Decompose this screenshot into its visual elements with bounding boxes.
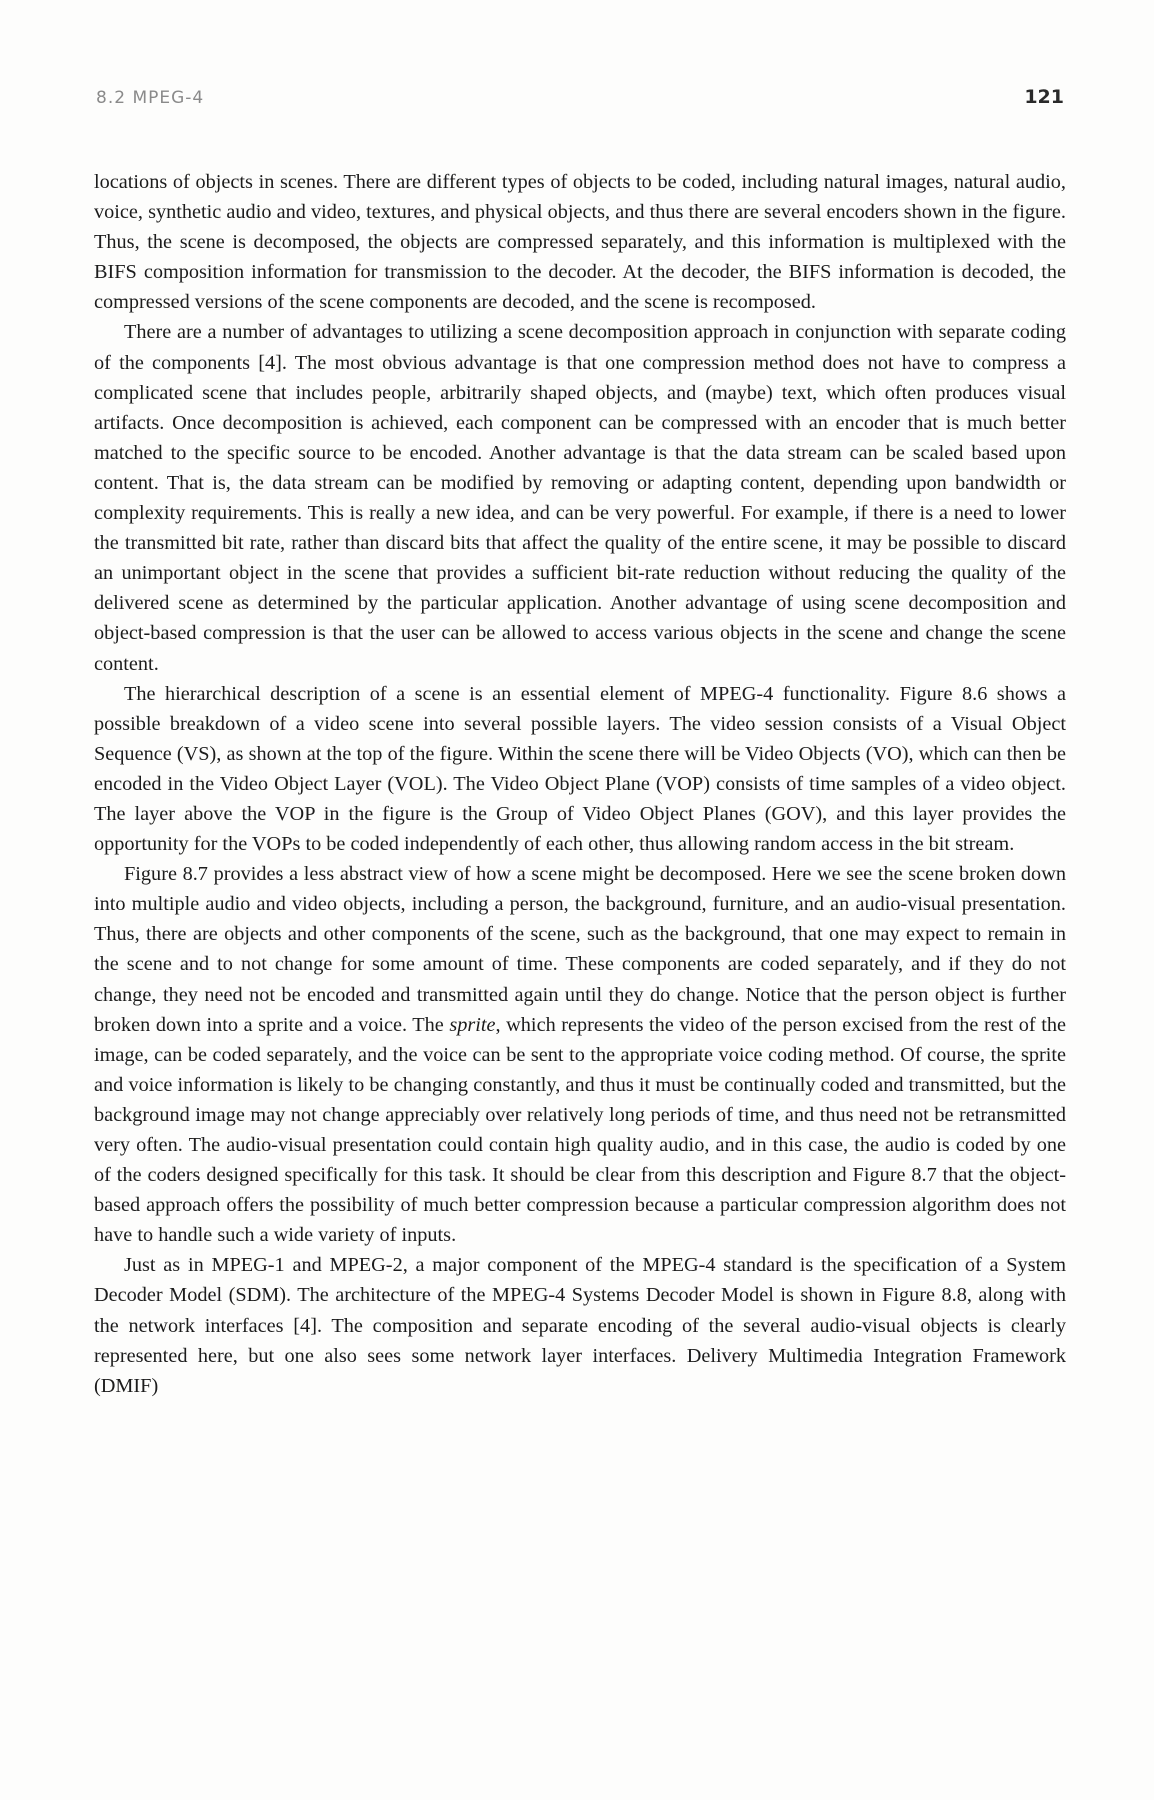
running-head	[96, 88, 1064, 118]
section-label: 8.2 MPEG-4	[96, 88, 205, 108]
paragraph-advantages: There are a number of advantages to utilizing a scene decomposition approach in conjunction with separate coding of the components [4]. The most obvious advantage is that one compression method does not have to compress a complicated scene that includes people, arbitrarily shaped objects, and (maybe) text, which often produces visual artifacts. Once decomposition is achieved, each component can be compressed with an encoder that is much better matched to the specific source to be encoded. Another advantage is that the data stream can be scaled based upon content. That is, the data stream can be modified by removing or adapting content, depending upon bandwidth or complexity requirements. This is really a new idea, and can be very powerful. For example, if there is a need to lower the transmitted bit rate, rather than discard bits that affect the quality of the entire scene, it may be possible to discard an unimportant object in the scene that provides a sufficient bit-rate reduction without reducing the quality of the delivered scene as determined by the particular application. Another advantage of using scene decomposition and object-based compression is that the user can be allowed to access various objects in the scene and change the scene content.	[94, 321, 1066, 675]
paragraph-text-before: Figure 8.7 provides a less abstract view of how a scene might be decomposed. Here we see the scene broken down into multiple audio and video objects, including a person, the background, furniture, and an audio-visual presentation. Thus, there are objects and other components of the scene, such as the background, that one may expect to remain in the scene and to not change for some amount of time. These components are coded separately, and if they do not change, they need not be encoded and transmitted again until they do change. Notice that the person object is further broken down into a sprite and a voice. The	[94, 863, 1066, 1036]
sprite-term: sprite	[449, 1013, 496, 1036]
paragraph-hierarchy: The hierarchical description of a scene is an essential element of MPEG-4 functionality. Figure 8.6 shows a possible breakdown of a video scene into several possible layers. The video session consists of a Visual Object Sequence (VS), as shown at the top of the figure. Within the scene there will be Video Objects (VO), which can then be encoded in the Video Object Layer (VOL). The Video Object Plane (VOP) consists of time samples of a video object. The layer above the VOP in the figure is the Group of Video Object Planes (GOV), and this layer provides the opportunity for the VOPs to be coded independently of each other, thus allowing random access in the bit stream.	[94, 682, 1066, 856]
paragraph-text-after: , which represents the video of the person excised from the rest of the image, can be coded separately, and the voice can be sent to the appropriate voice coding method. Of course, the sprite and voice information is likely to be changing constantly, and thus it must be continually coded and transmitted, but the background image may not change appreciably over relatively long periods of time, and thus need not be retransmitted very often. The audio-visual presentation could contain high quality audio, and in this case, the audio is coded by one of the coders designed specifically for this task. It should be clear from this description and Figure 8.7 that the object-based approach offers the possibility of much better compression because a particular compression algorithm does not have to handle such a wide variety of inputs.	[94, 1013, 1066, 1247]
body-text	[94, 167, 1066, 1401]
paragraph-scene-decomposition	[94, 859, 1066, 1250]
paragraph-continued: locations of objects in scenes. There are different types of objects to be coded, including natural images, natural audio, voice, synthetic audio and video, textures, and physical objects, and thus there are several encoders shown in the figure. Thus, the scene is decomposed, the objects are compressed separately, and this information is multiplexed with the BIFS composition information for transmission to the decoder. At the decoder, the BIFS information is decoded, the compressed versions of the scene components are decoded, and the scene is recomposed.	[94, 171, 1066, 314]
paragraph-system-decoder-model: Just as in MPEG-1 and MPEG-2, a major component of the MPEG-4 standard is the specification of a System Decoder Model (SDM). The architecture of the MPEG-4 Systems Decoder Model is shown in Figure 8.8, along with the network interfaces [4]. The composition and separate encoding of the several audio-visual objects is clearly represented here, but one also sees some network layer interfaces. Delivery Multimedia Integration Framework (DMIF)	[94, 1254, 1066, 1397]
page-number: 121	[1024, 86, 1064, 108]
